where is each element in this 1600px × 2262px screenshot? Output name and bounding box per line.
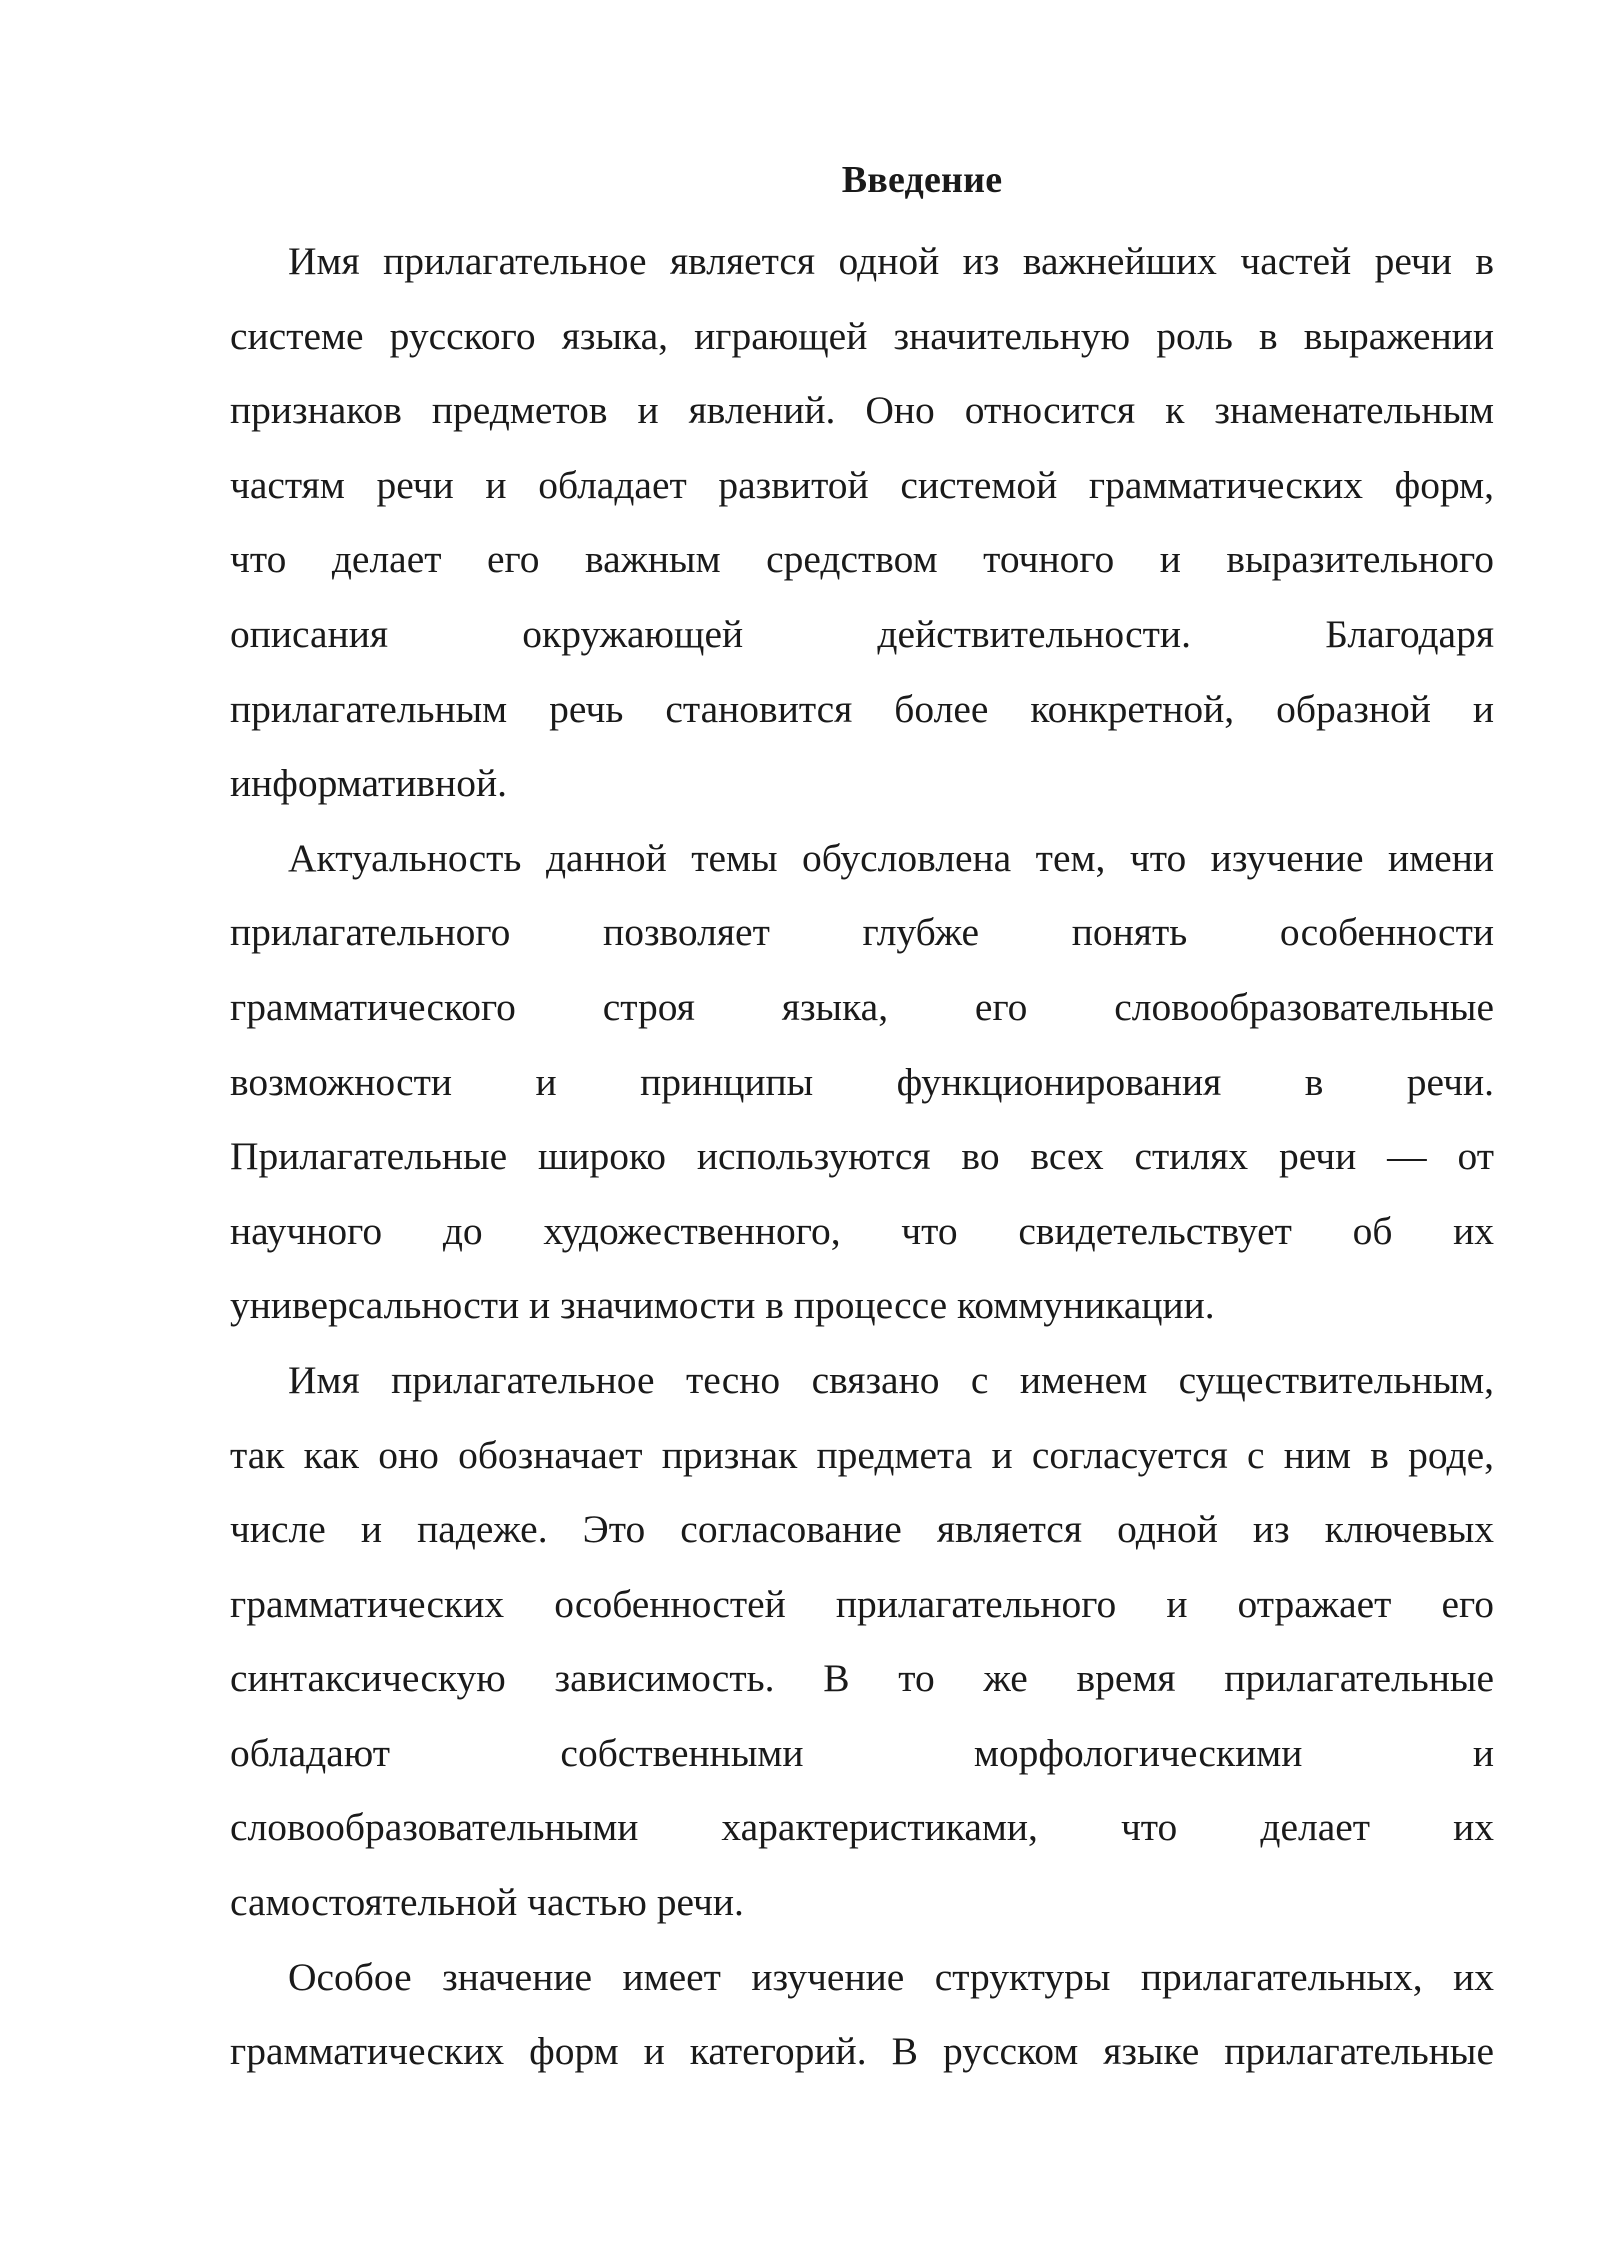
text-line: информативной.	[230, 761, 507, 806]
document-page	[230, 150, 1494, 2089]
text-line: Имя прилагательное является одной из важнейших частей речи в	[288, 239, 1494, 283]
text-line: частям речи и обладает развитой системой грамматических форм,	[230, 462, 1494, 507]
text-line: прилагательного позволяет глубже понять особенности	[230, 910, 1494, 955]
paragraph-3	[230, 1343, 1494, 1940]
text-line: грамматических форм и категорий. В русском языке прилагательные	[230, 2029, 1494, 2074]
text-line: возможности и принципы функционирования в речи.	[230, 1059, 1494, 1104]
text-line: синтаксическую зависимость. В то же время прилагательные	[230, 1656, 1494, 1701]
paragraph-4	[230, 1940, 1494, 2089]
text-line: так как оно обозначает признак предмета и согласуется с ним в роде,	[230, 1432, 1494, 1477]
text-line: числе и падеже. Это согласование является одной из ключевых	[230, 1507, 1494, 1552]
text-line: системе русского языка, играющей значительную роль в выражении	[230, 313, 1494, 358]
document-title: Введение	[841, 159, 1003, 201]
text-line: прилагательным речь становится более конкретной, образной и	[230, 686, 1494, 731]
text-line: признаков предметов и явлений. Оно относится к знаменательным	[230, 388, 1494, 433]
text-line: Актуальность данной темы обусловлена тем, что изучение имени	[288, 835, 1494, 880]
text-line: обладают собственными морфологическими и	[230, 1730, 1494, 1775]
text-line: научного до художественного, что свидетельствует об их	[230, 1208, 1494, 1253]
paragraph-1	[230, 224, 1494, 821]
text-line: грамматических особенностей прилагательного и отражает его	[230, 1581, 1494, 1626]
text-line: Особое значение имеет изучение структуры прилагательных, их	[288, 1954, 1494, 1999]
text-line: описания окружающей действительности. Благодаря	[230, 611, 1494, 656]
text-line: универсальности и значимости в процессе коммуникации.	[230, 1283, 1215, 1328]
text-line: Прилагательные широко используются во всех стилях речи — от	[230, 1134, 1494, 1179]
text-line: грамматического строя языка, его словообразовательные	[230, 984, 1494, 1029]
text-line: словообразовательными характеристиками, что делает их	[230, 1805, 1494, 1850]
paragraph-2	[230, 821, 1494, 1343]
text-line: Имя прилагательное тесно связано с именем существительным,	[288, 1357, 1494, 1402]
text-line: что делает его важным средством точного и выразительного	[230, 537, 1494, 582]
text-line: самостоятельной частью речи.	[230, 1880, 744, 1925]
